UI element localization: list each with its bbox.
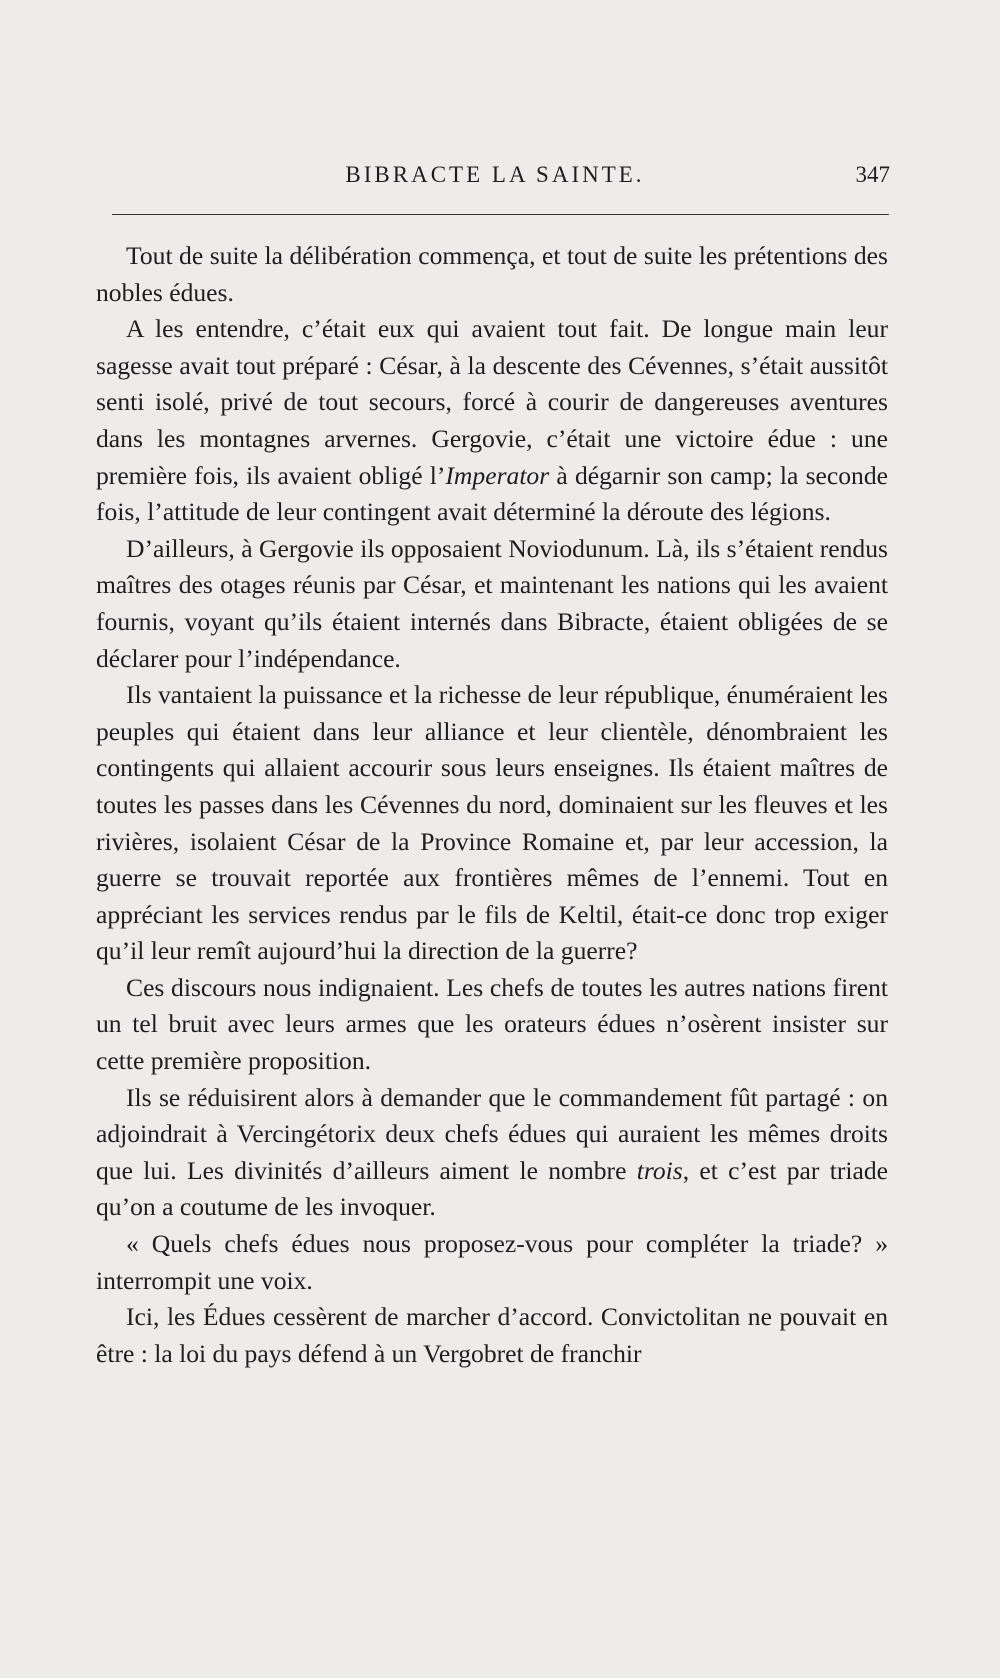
italic-term: trois [636,1155,683,1185]
paragraph-1: Tout de suite la délibération commença, et tout de suite les prétentions des nobles édues. [96,241,888,307]
paragraph-3: D’ailleurs, à Gergovie ils opposaient Noviodunum. Là, ils s’étaient rendus maîtres des otages réunis par César, et maintenant les nations qui les avaient fournis, voyant qu’ils étaient internés dans Bibracte, étaient obligées de se déclarer pour l’indépendance. [96,533,888,673]
running-title: BIBRACTE LA SAINTE. [345,162,645,187]
paragraph-5: Ces discours nous indignaient. Les chefs de toutes les autres nations firent un tel bruit avec leurs armes que les orateurs édues n’osèrent insister sur cette première proposition. [96,972,888,1076]
italic-term: Imperator [445,460,550,490]
paragraph-2: A les entendre, c’était eux qui avaient tout fait. De longue main leur sagesse avait tout préparé : César, à la descente des Cévennes, s’était aussitôt senti isolé, privé de tout secours, forcé à courir de dangereuses aventures dans les montagnes arvernes. Gergovie, c’était une victoire édue : une première fois, ils avaient obligé l’Imperator à dégarnir son camp; la seconde fois, l’attitude de leur contingent avait déterminé la déroute des légions. [96,314,888,527]
page-header [100,160,890,196]
body-text [96,238,888,1372]
paragraph-6: Ils se réduisirent alors à demander que le commandement fût partagé : on adjoindrait à Vercingétorix deux chefs édues qui auraient les mêmes droits que lui. Les divinités d’ailleurs aiment le nombre trois, et c’est par triade qu’on a coutume de les invoquer. [96,1082,888,1222]
paragraph-7: « Quels chefs édues nous proposez-vous pour compléter la triade? » interrompit une voix. [96,1229,888,1295]
paragraph-4: Ils vantaient la puissance et la richesse de leur république, énuméraient les peuples qui étaient dans leur alliance et leur clientèle, dénombraient les contingents qui allaient accourir sous leurs enseignes. Ils étaient maîtres de toutes les passes dans les Cévennes du nord, dominaient sur les fleuves et les rivières, isolaient César de la Province Romaine et, par leur accession, la guerre se trouvait reportée aux frontières mêmes de l’ennemi. Tout en appréciant les services rendus par le fils de Keltil, était-ce donc trop exiger qu’il leur remît aujourd’hui la direction de la guerre? [96,680,888,966]
page-number: 347 [855,162,890,187]
paragraph-8: Ici, les Édues cessèrent de marcher d’accord. Convictolitan ne pouvait en être : la loi du pays défend à un Vergobret de franchir [96,1302,888,1368]
header-rule [112,214,889,215]
